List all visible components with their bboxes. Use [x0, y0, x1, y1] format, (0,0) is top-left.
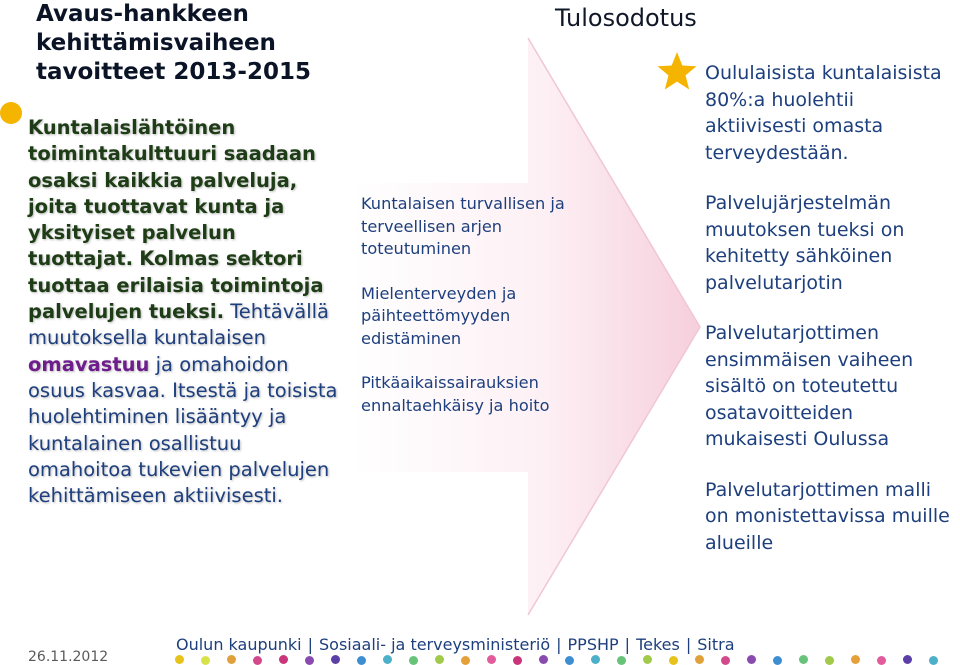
decorative-dot [617, 656, 626, 665]
decorative-dot [747, 655, 756, 664]
results-list [705, 60, 960, 580]
decorative-dot [331, 655, 340, 664]
decorative-dot [903, 655, 912, 664]
result-item: Palvelujärjestelmän muutoksen tueksi on kehitetty sähköinen palvelutarjotin [705, 192, 905, 294]
decorative-dot [513, 656, 522, 665]
decorative-dot [591, 655, 600, 664]
middle-item: Pitkäaikaissairauksien ennaltaehkäisy ja hoito [361, 373, 550, 415]
result-item: Palvelutarjottimen malli on monistettavissa muille alueille [705, 478, 950, 554]
middle-goals [361, 193, 591, 439]
decorative-dot [669, 656, 678, 665]
decorative-dot [799, 655, 808, 664]
footer-date: 26.11.2012 [28, 649, 109, 665]
partner-tekes: Tekes [636, 635, 680, 654]
decorative-dot [357, 656, 366, 665]
result-item: Oululaisista kuntalaisista 80%:a huolehtii aktiivisesti omasta terveydestään. [705, 62, 942, 164]
partner-sitra: Sitra [697, 635, 735, 654]
page-title: Avaus-hankkeen kehittämisvaiheen tavoitteet 2013-2015 [36, 1, 311, 85]
partner-ppshp: PPSHP [567, 635, 619, 654]
footer-partners: Oulun kaupunki | Sosiaali- ja terveysministeriö | PPSHP | Tekes | Sitra [176, 635, 735, 654]
decorative-dot [279, 655, 288, 664]
decorative-dot [409, 656, 418, 665]
decorative-dot [929, 656, 938, 665]
decorative-dot [643, 655, 652, 664]
partner-oulu: Oulun kaupunki [176, 635, 302, 654]
decorative-dot [825, 656, 834, 665]
decorative-dot [851, 655, 860, 664]
decorative-dot [305, 656, 314, 665]
left-paragraph-2: Kolmas sektori tuottaa erilaisia toimintoja palvelujen tueksi. [28, 247, 324, 324]
decorative-dot [877, 656, 886, 665]
left-paragraph-3-end: ja omahoidon osuus kasvaa. [28, 352, 289, 402]
decorative-dot [201, 656, 210, 665]
decorative-dot [383, 655, 392, 664]
middle-item: Kuntalaisen turvallisen ja terveellisen arjen toteutuminen [361, 194, 565, 258]
decorative-dot [565, 656, 574, 665]
decorative-dot [773, 656, 782, 665]
decorative-dot [227, 655, 236, 664]
middle-item: Mielenterveyden ja päihteettömyyden edistäminen [361, 283, 517, 348]
left-paragraph-4: Itsestä ja toisista huolehtiminen lisääntyy ja kuntalainen osallistuu omahoitoa tukevien palvelujen kehittämiseen aktiivisesti. [28, 378, 338, 508]
results-heading: Tulosodotus [555, 4, 697, 32]
result-item: Palvelutarjottimen ensimmäisen vaiheen sisältö on toteutettu osatavoitteiden mukaisesti Oulussa [705, 322, 914, 450]
decorative-dot [695, 655, 704, 664]
decorative-dot [253, 656, 262, 665]
omavastuu-emphasis: omavastuu [28, 352, 150, 376]
decorative-dot [539, 655, 548, 664]
left-paragraph-3-start: Tehtävällä muutoksella kuntalaisen [28, 300, 330, 350]
star-icon [656, 51, 698, 91]
decorative-dot [435, 655, 444, 664]
decorative-dot [721, 656, 730, 665]
decorative-dot [487, 655, 496, 664]
decorative-dot [461, 656, 470, 665]
partner-stm: Sosiaali- ja terveysministeriö [319, 635, 551, 654]
left-paragraph-1: Kuntalaislähtöinen toimintakulttuuri saadaan osaksi kaikkia palveluja, joita tuottavat kunta ja yksityiset palvelun tuottajat. [28, 116, 316, 271]
decorative-dot [175, 655, 184, 664]
